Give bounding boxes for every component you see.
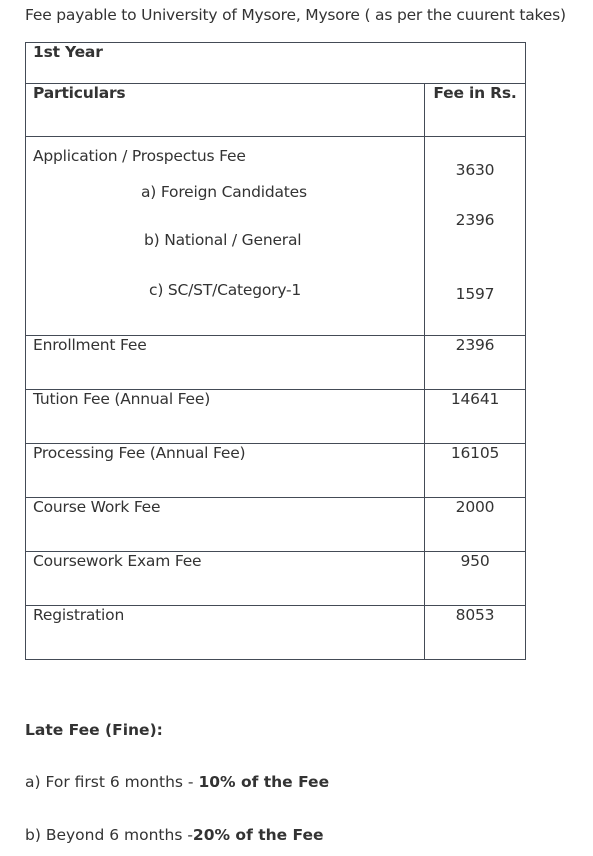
application-fee-row <box>26 137 526 336</box>
row-label: Registration <box>26 606 425 660</box>
national-general-label: b) National / General <box>144 231 302 249</box>
foreign-candidates-label: a) Foreign Candidates <box>141 183 307 201</box>
sc-st-category-fee: 1597 <box>455 285 495 303</box>
row-label: Tution Fee (Annual Fee) <box>26 390 425 444</box>
table-row <box>26 606 526 660</box>
row-label: Processing Fee (Annual Fee) <box>26 444 425 498</box>
application-fee-amounts <box>425 137 526 336</box>
late-fee-line-1-amount: 10% of the Fee <box>198 773 330 791</box>
table-row <box>26 444 526 498</box>
row-label: Coursework Exam Fee <box>26 552 425 606</box>
row-label: Course Work Fee <box>26 498 425 552</box>
late-fee-line-1 <box>25 773 329 791</box>
late-fee-heading: Late Fee (Fine): <box>25 721 163 739</box>
foreign-candidates-fee: 3630 <box>455 161 495 179</box>
sc-st-category-label: c) SC/ST/Category-1 <box>149 281 302 299</box>
table-row <box>26 552 526 606</box>
column-header-fee: Fee in Rs. <box>425 84 526 137</box>
late-fee-line-2 <box>25 826 324 844</box>
column-header-particulars: Particulars <box>26 84 425 137</box>
header-row <box>26 84 526 137</box>
table-row <box>26 498 526 552</box>
row-label: Enrollment Fee <box>26 336 425 390</box>
row-fee: 950 <box>425 552 526 606</box>
table-row <box>26 390 526 444</box>
intro-text: Fee payable to University of Mysore, Mysore ( as per the cuurent takes) <box>25 6 566 24</box>
table-row <box>26 336 526 390</box>
fee-table <box>25 42 526 660</box>
late-fee-line-2-text: b) Beyond 6 months - <box>25 826 193 844</box>
year-heading: 1st Year <box>26 43 526 84</box>
row-fee: 16105 <box>425 444 526 498</box>
application-fee-cell <box>26 137 425 336</box>
late-fee-line-2-amount: 20% of the Fee <box>192 826 324 844</box>
row-fee: 8053 <box>425 606 526 660</box>
row-fee: 2396 <box>425 336 526 390</box>
late-fee-line-1-text: a) For first 6 months - <box>25 773 199 791</box>
year-row <box>26 43 526 84</box>
row-fee: 2000 <box>425 498 526 552</box>
row-fee: 14641 <box>425 390 526 444</box>
national-general-fee: 2396 <box>455 211 495 229</box>
application-fee-title: Application / Prospectus Fee <box>33 147 246 165</box>
